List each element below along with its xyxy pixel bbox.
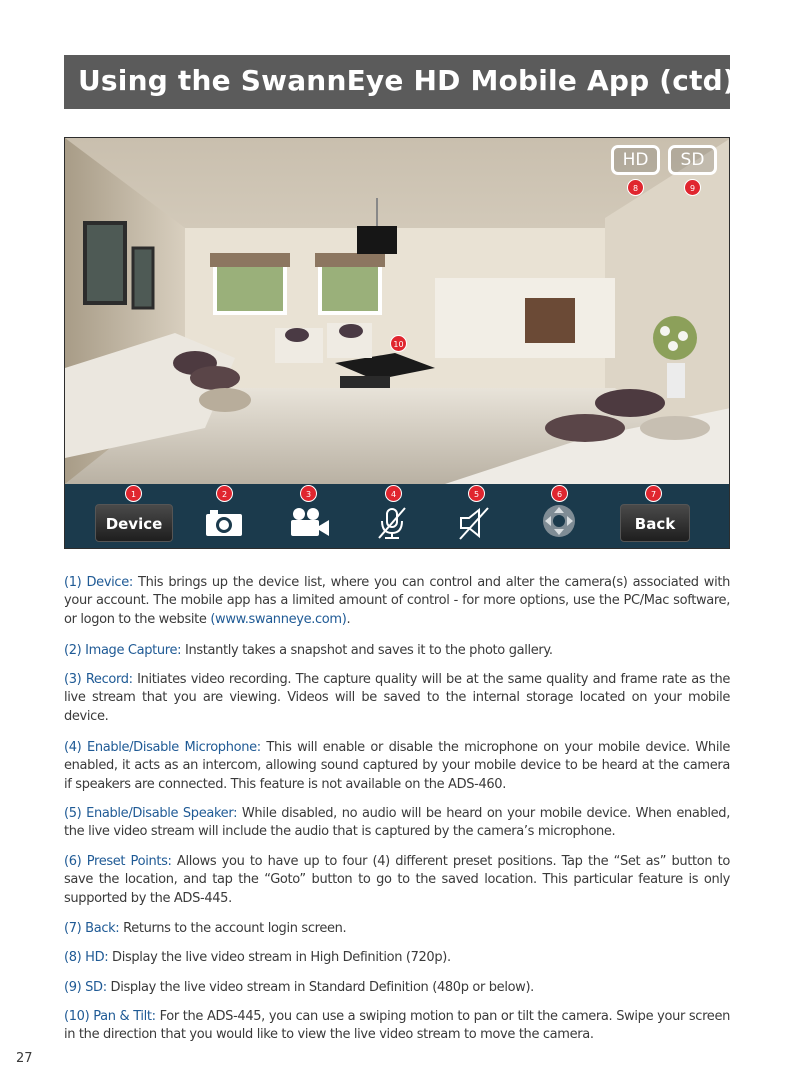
item-pan-tilt: [64, 1008, 730, 1045]
speaker-muted-icon[interactable]: [457, 506, 491, 540]
preset-points-icon[interactable]: [541, 503, 577, 539]
term-microphone: (4) Enable/Disable Microphone:: [64, 740, 261, 755]
desc-device: This brings up the device list, where you can control and alter the camera(s) associated with your account. The mobile app has a limited amount of control - for more options, use the PC/Mac software, or logon to the website: [64, 575, 730, 627]
term-speaker: (5) Enable/Disable Speaker:: [64, 806, 238, 821]
marker-10: 10: [390, 335, 407, 352]
term-record: (3) Record:: [64, 672, 133, 687]
marker-4: 4: [385, 485, 402, 502]
desc-speaker: While disabled, no audio will be heard on your mobile device. When enabled, the live video stream will include the audio that is captured by the camera’s microphone.: [64, 806, 730, 840]
desc-preset-points: Allows you to have up to four (4) different preset positions. Tap the “Set as” button to save the location, and tap the “Goto” button to go to the saved location. This particular feature is only supported by the ADS-445.: [64, 854, 730, 906]
marker-3: 3: [300, 485, 317, 502]
desc-record: Initiates video recording. The capture quality will be at the same quality and frame rate as the live stream that you are viewing. Videos will be saved to the internal storage located on your mobile device.: [64, 672, 730, 724]
term-device: (1) Device:: [64, 575, 133, 590]
term-sd: (9) SD:: [64, 980, 107, 995]
desc-sd: Display the live video stream in Standard Definition (480p or below).: [106, 980, 534, 995]
marker-8: 8: [627, 179, 644, 196]
term-image-capture: (2) Image Capture:: [64, 643, 182, 658]
video-record-icon[interactable]: [289, 506, 331, 538]
marker-1: 1: [125, 485, 142, 502]
item-back: [64, 920, 730, 938]
desc-device-end: .: [346, 611, 351, 627]
term-preset-points: (6) Preset Points:: [64, 854, 172, 869]
marker-6: 6: [551, 485, 568, 502]
camera-icon[interactable]: [204, 506, 244, 538]
page-title-bar: [64, 55, 736, 109]
item-device: [64, 574, 730, 629]
website-link[interactable]: (www.swanneye.com): [210, 611, 347, 627]
term-pan-tilt: (10) Pan & Tilt:: [64, 1009, 156, 1024]
item-record: [64, 671, 730, 726]
item-speaker: [64, 805, 730, 842]
item-sd: [64, 979, 730, 997]
item-image-capture: [64, 642, 730, 660]
item-microphone: [64, 739, 730, 794]
desc-image-capture: Instantly takes a snapshot and saves it to the photo gallery.: [181, 643, 553, 658]
item-preset-points: [64, 853, 730, 908]
desc-back: Returns to the account login screen.: [119, 921, 347, 936]
term-hd: (8) HD:: [64, 950, 109, 965]
back-button[interactable]: Back: [620, 504, 690, 542]
microphone-muted-icon[interactable]: [375, 506, 409, 540]
marker-9: 9: [684, 179, 701, 196]
desc-hd: Display the live video stream in High Definition (720p).: [108, 950, 451, 965]
page-title: Using the SwannEye HD Mobile App (ctd): [78, 64, 736, 97]
sd-button[interactable]: SD: [668, 145, 717, 175]
item-hd: [64, 949, 730, 967]
app-screenshot: [64, 137, 730, 549]
term-back: (7) Back:: [64, 921, 120, 936]
marker-2: 2: [216, 485, 233, 502]
desc-microphone: This will enable or disable the microphone on your mobile device. While enabled, it acts as an intercom, allowing sound captured by your mobile device to be heard at the camera if speakers are connected. This feature is not available on the ADS-460.: [64, 740, 730, 792]
app-toolbar: [65, 484, 730, 549]
device-button[interactable]: Device: [95, 504, 173, 542]
marker-7: 7: [645, 485, 662, 502]
desc-pan-tilt: For the ADS-445, you can use a swiping motion to pan or tilt the camera. Swipe your screen in the direction that you would like to view the live video stream to move the camera.: [64, 1009, 730, 1043]
marker-5: 5: [468, 485, 485, 502]
page-number: 27: [16, 1051, 33, 1066]
hd-button[interactable]: HD: [611, 145, 660, 175]
